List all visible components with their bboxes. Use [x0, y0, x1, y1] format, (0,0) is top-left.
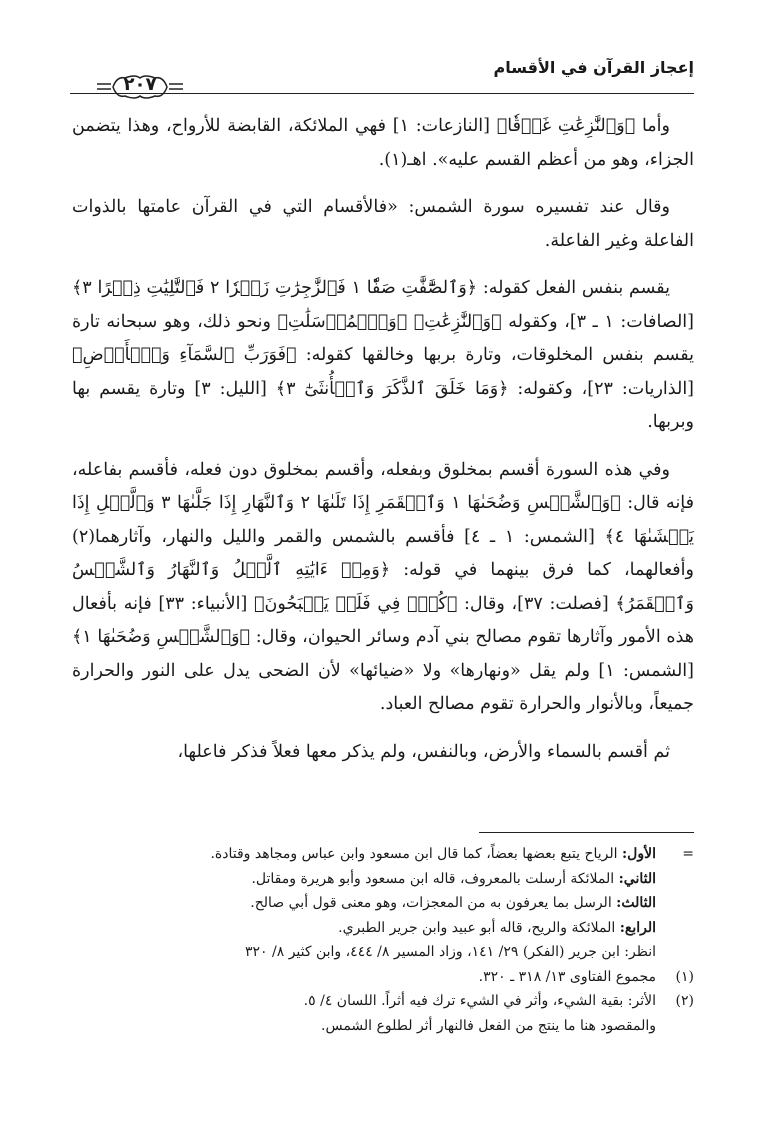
footnote-1-mark: (١)	[675, 968, 694, 985]
footnote-1	[95, 965, 694, 990]
footnote-text: الملائكة والريح، قاله أبو عبيد وابن جرير الطبري.	[338, 919, 616, 936]
page-number-ornament	[95, 72, 185, 102]
paragraph-5: ثم أقسم بالسماء والأرض، وبالنفس، ولم يذكر معها فعلاً فذكر فاعلها،	[177, 741, 670, 762]
footnote-1-text: مجموع الفتاوى ١٣/ ٣١٨ ـ ٣٢٠.	[478, 968, 656, 985]
footnote-text: الرياح يتبع بعضها بعضاً، كما قال ابن مسعود وابن عباس ومجاهد وقتادة.	[210, 846, 618, 862]
main-text	[72, 110, 694, 783]
footnote-label: الرابع:	[619, 919, 656, 936]
paragraph-2: وقال عند تفسيره سورة الشمس: «فالأقسام التي في القرآن عامتها بالذوات الفاعلة وغير الفاعلة.	[72, 197, 694, 251]
paragraph-1: وأما ﴿وَٱلنَّٰزِعَٰتِ غَرۡقٗا﴾ [النازعات: ١] فهي الملائكة، القابضة للأرواح، وهذا يتضمن الجزاء، وهو من أعظم القسم عليه». اهـ(١).	[72, 116, 694, 170]
footnote-text: الملائكة أرسلت بالمعروف، قاله ابن مسعود وأبو هريرة ومقاتل.	[251, 870, 615, 887]
footnote-2-continuation: والمقصود هنا ما ينتج من الفعل فالنهار أثر لطلوع الشمس.	[321, 1017, 656, 1034]
footnote-rule	[479, 832, 694, 833]
footnote-item	[95, 867, 694, 892]
page-number: ٢٠٧	[123, 74, 157, 95]
footnote-2-text: الأثر: بقية الشيء، وأثر في الشيء ترك فيه أثراً. اللسان ٤/ ٥.	[303, 993, 656, 1009]
running-title: إعجاز القرآن في الأقسام	[493, 58, 694, 77]
footnote-label: الثالث:	[616, 895, 656, 911]
footnote-2	[95, 989, 694, 1014]
footnote-label: الثاني:	[618, 870, 656, 887]
footnote-reference: انظر: ابن جرير (الفكر) ٢٩/ ١٤١، وزاد المسير ٨/ ٤٤٤، وابن كثير ٨/ ٣٢٠	[244, 944, 656, 960]
footnote-label: الأول:	[622, 846, 656, 862]
footnotes	[95, 842, 694, 1038]
footnote-continuation-mark: =	[682, 846, 694, 862]
paragraph-3: يقسم بنفس الفعل كقوله: ﴿وَٱلصَّٰٓفَّٰتِ صَفّٗا ١ فَٱلزَّٰجِرَٰتِ زَجۡرٗا ٢ فَٱلتَّٰلِيَٰتِ ذِكۡرًا ٣﴾ [الصافات: ١ ـ ٣]، وكقوله ﴿وَٱلنَّٰزِعَٰتِ﴾ ﴿وَٱلۡمُرۡسَلَٰتِ﴾ ونحو ذلك، وهو سبحانه تارة يقسم بنفس المخلوقات، وتارة بربها وخالقها كقوله: ﴿فَوَرَبِّ ٱلسَّمَآءِ وَٱلۡأَرۡضِ﴾ [الذاريات: ٢٣]، وكقوله: ﴿وَمَا خَلَقَ ٱلذَّكَرَ وَٱلۡأُنثَىٰٓ ٣﴾ [الليل: ٣] وتارة يقسم بها وبربها.	[72, 278, 695, 432]
paragraph-4: وفي هذه السورة أقسم بمخلوق وبفعله، وأقسم بمخلوق دون فعله، فأقسم بفاعله، فإنه قال: ﴿وَٱلشَّمۡسِ وَضُحَىٰهَا ١ وَٱلۡقَمَرِ إِذَا تَلَىٰهَا ٢ وَٱلنَّهَارِ إِذَا جَلَّىٰهَا ٣ وَٱلَّيۡلِ إِذَا يَغۡشَىٰهَا ٤﴾ [الشمس: ١ ـ ٤] فأقسم بالشمس والقمر والليل والنهار، وآثارهما(٢) وأفعالهما، كما فرق بينهما في قوله: ﴿وَمِنۡ ءَايَٰتِهِ ٱلَّيۡلُ وَٱلنَّهَارُ وَٱلشَّمۡسُ وَٱلۡقَمَرُ﴾ [فصلت: ٣٧]، وقال: ﴿كُلّٞ فِي فَلَكٖ يَسۡبَحُونَ﴾ [الأنبياء: ٣٣] فإنه بأفعال هذه الأمور وآثارها تقوم مصالح بني آدم وسائر الحيوان، وقال: ﴿وَٱلشَّمۡسِ وَضُحَىٰهَا ١﴾ [الشمس: ١] ولم يقل «ونهارها» ولا «ضيائها» لأن الضحى يدل على النور والحرارة جميعاً، وبالأنوار والحرارة تقوم مصالح العباد.	[72, 459, 695, 714]
footnote-item	[95, 842, 694, 867]
footnote-2-mark: (٢)	[675, 993, 694, 1009]
header-rule	[70, 93, 694, 94]
footnote-text: الرسل بما يعرفون به من المعجزات، وهو معنى قول أبي صالح.	[250, 895, 612, 911]
footnote-item	[95, 916, 694, 941]
footnote-item	[95, 891, 694, 916]
